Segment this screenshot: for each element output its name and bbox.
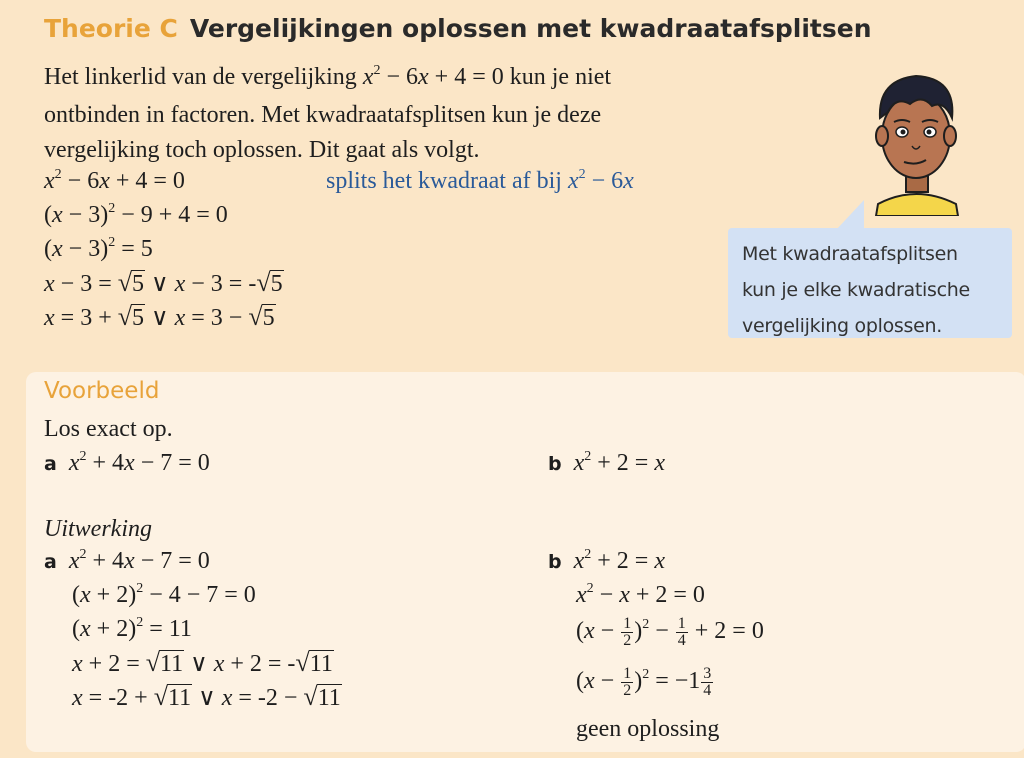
sol-b-2: $x^2 - x + 2 = 0$	[576, 581, 705, 608]
hint-text: splits het kwadraat af bij $x^2 - 6x$	[326, 167, 634, 194]
step-5: x = 3 + √5 ∨ x = 3 − √5	[44, 302, 275, 331]
student-illustration	[866, 66, 966, 216]
sol-b-5: geen oplossing	[576, 716, 720, 742]
task-b: b $x^2 + 2 = x$	[548, 449, 665, 476]
sol-a-5: x = -2 + √11 ∨ x = -2 − √11	[72, 682, 341, 711]
step-3: $(x - 3)^2 = 5$	[44, 235, 153, 262]
uitwerking-label: Uitwerking	[44, 516, 152, 542]
intro-line-1: Het linkerlid van de vergelijking $x^2 - 6x + 4 = 0$ kun je niet	[44, 63, 612, 90]
intro-line-3: vergelijking toch oplossen. Dit gaat als volgt.	[44, 137, 480, 163]
task-a: a $x^2 + 4x - 7 = 0$	[44, 449, 210, 476]
intro-line-2: ontbinden in factoren. Met kwadraatafsplitsen kun je deze	[44, 102, 602, 128]
sol-a-3: $(x + 2)^2 = 11$	[72, 615, 192, 642]
example-title: Voorbeeld	[44, 378, 160, 404]
step-1: $x^2 - 6x + 4 = 0$	[44, 167, 185, 194]
step-2: $(x - 3)^2 - 9 + 4 = 0$	[44, 201, 228, 228]
sol-b-3: (x − $\frac{1}{2}$ )$^2$ − $\frac{1}{4}$ + 2 = 0	[576, 615, 764, 649]
sol-b-4: (x − $\frac{1}{2}$ )$^2$ = −1 $\frac{3}{4}$	[576, 665, 712, 699]
section-label: Theorie C	[44, 14, 178, 43]
speech-bubble-text: Met kwadraatafsplitsen kun je elke kwadratische vergelijking oplossen.	[742, 243, 970, 337]
speech-bubble-tail	[836, 200, 864, 230]
step-4: x − 3 = √5 ∨ x − 3 = -√5	[44, 268, 283, 297]
sol-a-4: x + 2 = √11 ∨ x + 2 = -√11	[72, 648, 333, 677]
section-header	[44, 14, 872, 43]
sol-a-2: $(x + 2)^2 - 4 - 7 = 0$	[72, 581, 256, 608]
section-title: Vergelijkingen oplossen met kwadraatafsplitsen	[189, 14, 872, 43]
sol-a-1: a $x^2 + 4x - 7 = 0$	[44, 547, 210, 574]
intro-text	[44, 60, 611, 168]
example-instruction: Los exact op.	[44, 416, 173, 442]
sol-b-1: b $x^2 + 2 = x$	[548, 547, 665, 574]
